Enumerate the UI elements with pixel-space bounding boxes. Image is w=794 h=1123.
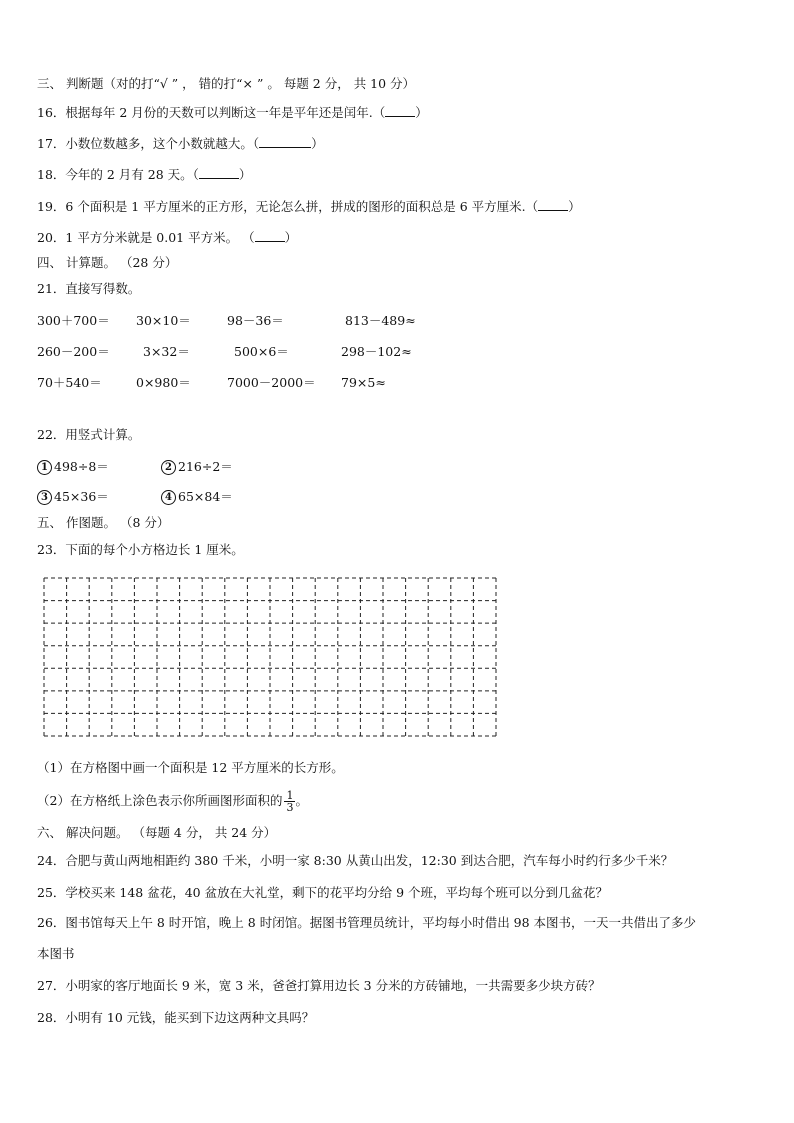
- question-23-part-2-text: （2）在方格纸上涂色表示你所画图形面积的: [37, 793, 283, 808]
- question-28: 28．小明有 10 元钱，能买到下边这两种文具吗？: [37, 1010, 315, 1025]
- question-19: [37, 198, 581, 215]
- close-paren: ）: [311, 136, 324, 151]
- question-24: 24．合肥与黄山两地相距约 380 千米，小明一家 8:30 从黄山出发，12:30 到达合肥，汽车每小时约行多少千米？: [37, 853, 674, 868]
- fraction-numerator: 1: [286, 789, 294, 802]
- question-25: 25．学校买来 148 盆花，40 盆放在大礼堂，剩下的花平均分给 9 个班，平均每个班可以分到几盆花？: [37, 885, 608, 900]
- vertical-calc-expr: 65×84＝: [178, 489, 233, 504]
- mental-calc-item: 298－102≈: [341, 344, 412, 359]
- vertical-calc-expr: 216÷2＝: [178, 459, 233, 474]
- mental-calc-item: 98－36＝: [227, 313, 284, 328]
- mental-calc-item: 0×980＝: [136, 375, 191, 390]
- answer-blank-20[interactable]: [255, 229, 285, 242]
- question-20: [37, 229, 297, 246]
- circled-number: 1: [37, 460, 52, 475]
- question-23-part-2: [37, 790, 308, 813]
- vertical-calc-expr: 498÷8＝: [54, 459, 109, 474]
- question-23-part-1: （1）在方格图中画一个面积是 12 平方厘米的长方形。: [37, 760, 344, 775]
- vertical-calc-expr: 45×36＝: [54, 489, 109, 504]
- mental-calc-item: 300＋700＝: [37, 313, 110, 328]
- vertical-calc-item: [161, 459, 233, 475]
- section-4-heading: 四、 计算题。 （28 分）: [37, 255, 178, 270]
- answer-blank-16[interactable]: [385, 104, 415, 117]
- answer-blank-17[interactable]: [259, 135, 311, 148]
- answer-blank-19[interactable]: [538, 198, 568, 211]
- circled-number: 2: [161, 460, 176, 475]
- mental-calc-item: 260－200＝: [37, 344, 110, 359]
- question-16: [37, 104, 428, 121]
- fraction-denominator: 3: [286, 801, 294, 814]
- vertical-calc-item: [37, 459, 109, 475]
- close-paren: ）: [238, 167, 252, 182]
- close-paren: ）: [284, 230, 298, 245]
- question-26: 26．图书馆每天上午 8 时开馆，晚上 8 时闭馆。据图书管理员统计，平均每小时借出 98 本图书，一天一共借出了多少: [37, 915, 697, 930]
- mental-calc-item: 30×10＝: [136, 313, 191, 328]
- mental-calc-item: 70＋540＝: [37, 375, 102, 390]
- mental-calc-item: 3×32＝: [143, 344, 190, 359]
- question-18-text: 18．今年的 2 月有 28 天。（: [37, 167, 199, 182]
- question-22: 22．用竖式计算。: [37, 427, 141, 442]
- question-19-text: 19．6 个面积是 1 平方厘米的正方形，无论怎么拼，拼成的图形的面积总是 6 平方厘米.（: [37, 199, 539, 214]
- question-17-text: 17．小数位数越多，这个小数就越大。（: [37, 136, 260, 151]
- question-26-continued: 本图书: [37, 946, 75, 961]
- mental-calc-item: 813－489≈: [345, 313, 416, 328]
- vertical-calc-item: [37, 489, 109, 505]
- question-16-text: 16．根据每年 2 月份的天数可以判断这一年是平年还是闰年.（: [37, 105, 386, 120]
- square-grid[interactable]: [43, 577, 497, 737]
- circled-number: 3: [37, 490, 52, 505]
- question-17: [37, 135, 324, 152]
- question-21: 21．直接写得数。: [37, 281, 141, 296]
- section-3-heading: 三、 判断题（对的打“√ ” ， 错的打“× ” 。 每题 2 分， 共 10 分）: [37, 76, 416, 91]
- fraction-one-third: [284, 790, 295, 813]
- section-5-heading: 五、 作图题。 （8 分）: [37, 515, 170, 530]
- period: 。: [295, 793, 308, 808]
- question-20-text: 20．1 平方分米就是 0.01 平方米。 （: [37, 230, 255, 245]
- close-paren: ）: [568, 199, 581, 214]
- close-paren: ）: [415, 105, 428, 120]
- mental-calc-item: 500×6＝: [234, 344, 289, 359]
- section-6-heading: 六、 解决问题。 （每题 4 分， 共 24 分）: [37, 825, 277, 840]
- vertical-calc-item: [161, 489, 233, 505]
- question-18: [37, 166, 251, 183]
- question-23: 23．下面的每个小方格边长 1 厘米。: [37, 542, 244, 557]
- circled-number: 4: [161, 490, 176, 505]
- question-27: 27．小明家的客厅地面长 9 米，宽 3 米，爸爸打算用边长 3 分米的方砖铺地，一共需要多少块方砖？: [37, 978, 601, 993]
- answer-blank-18[interactable]: [199, 166, 239, 179]
- mental-calc-item: 7000－2000＝: [227, 375, 316, 390]
- mental-calc-item: 79×5≈: [341, 375, 386, 390]
